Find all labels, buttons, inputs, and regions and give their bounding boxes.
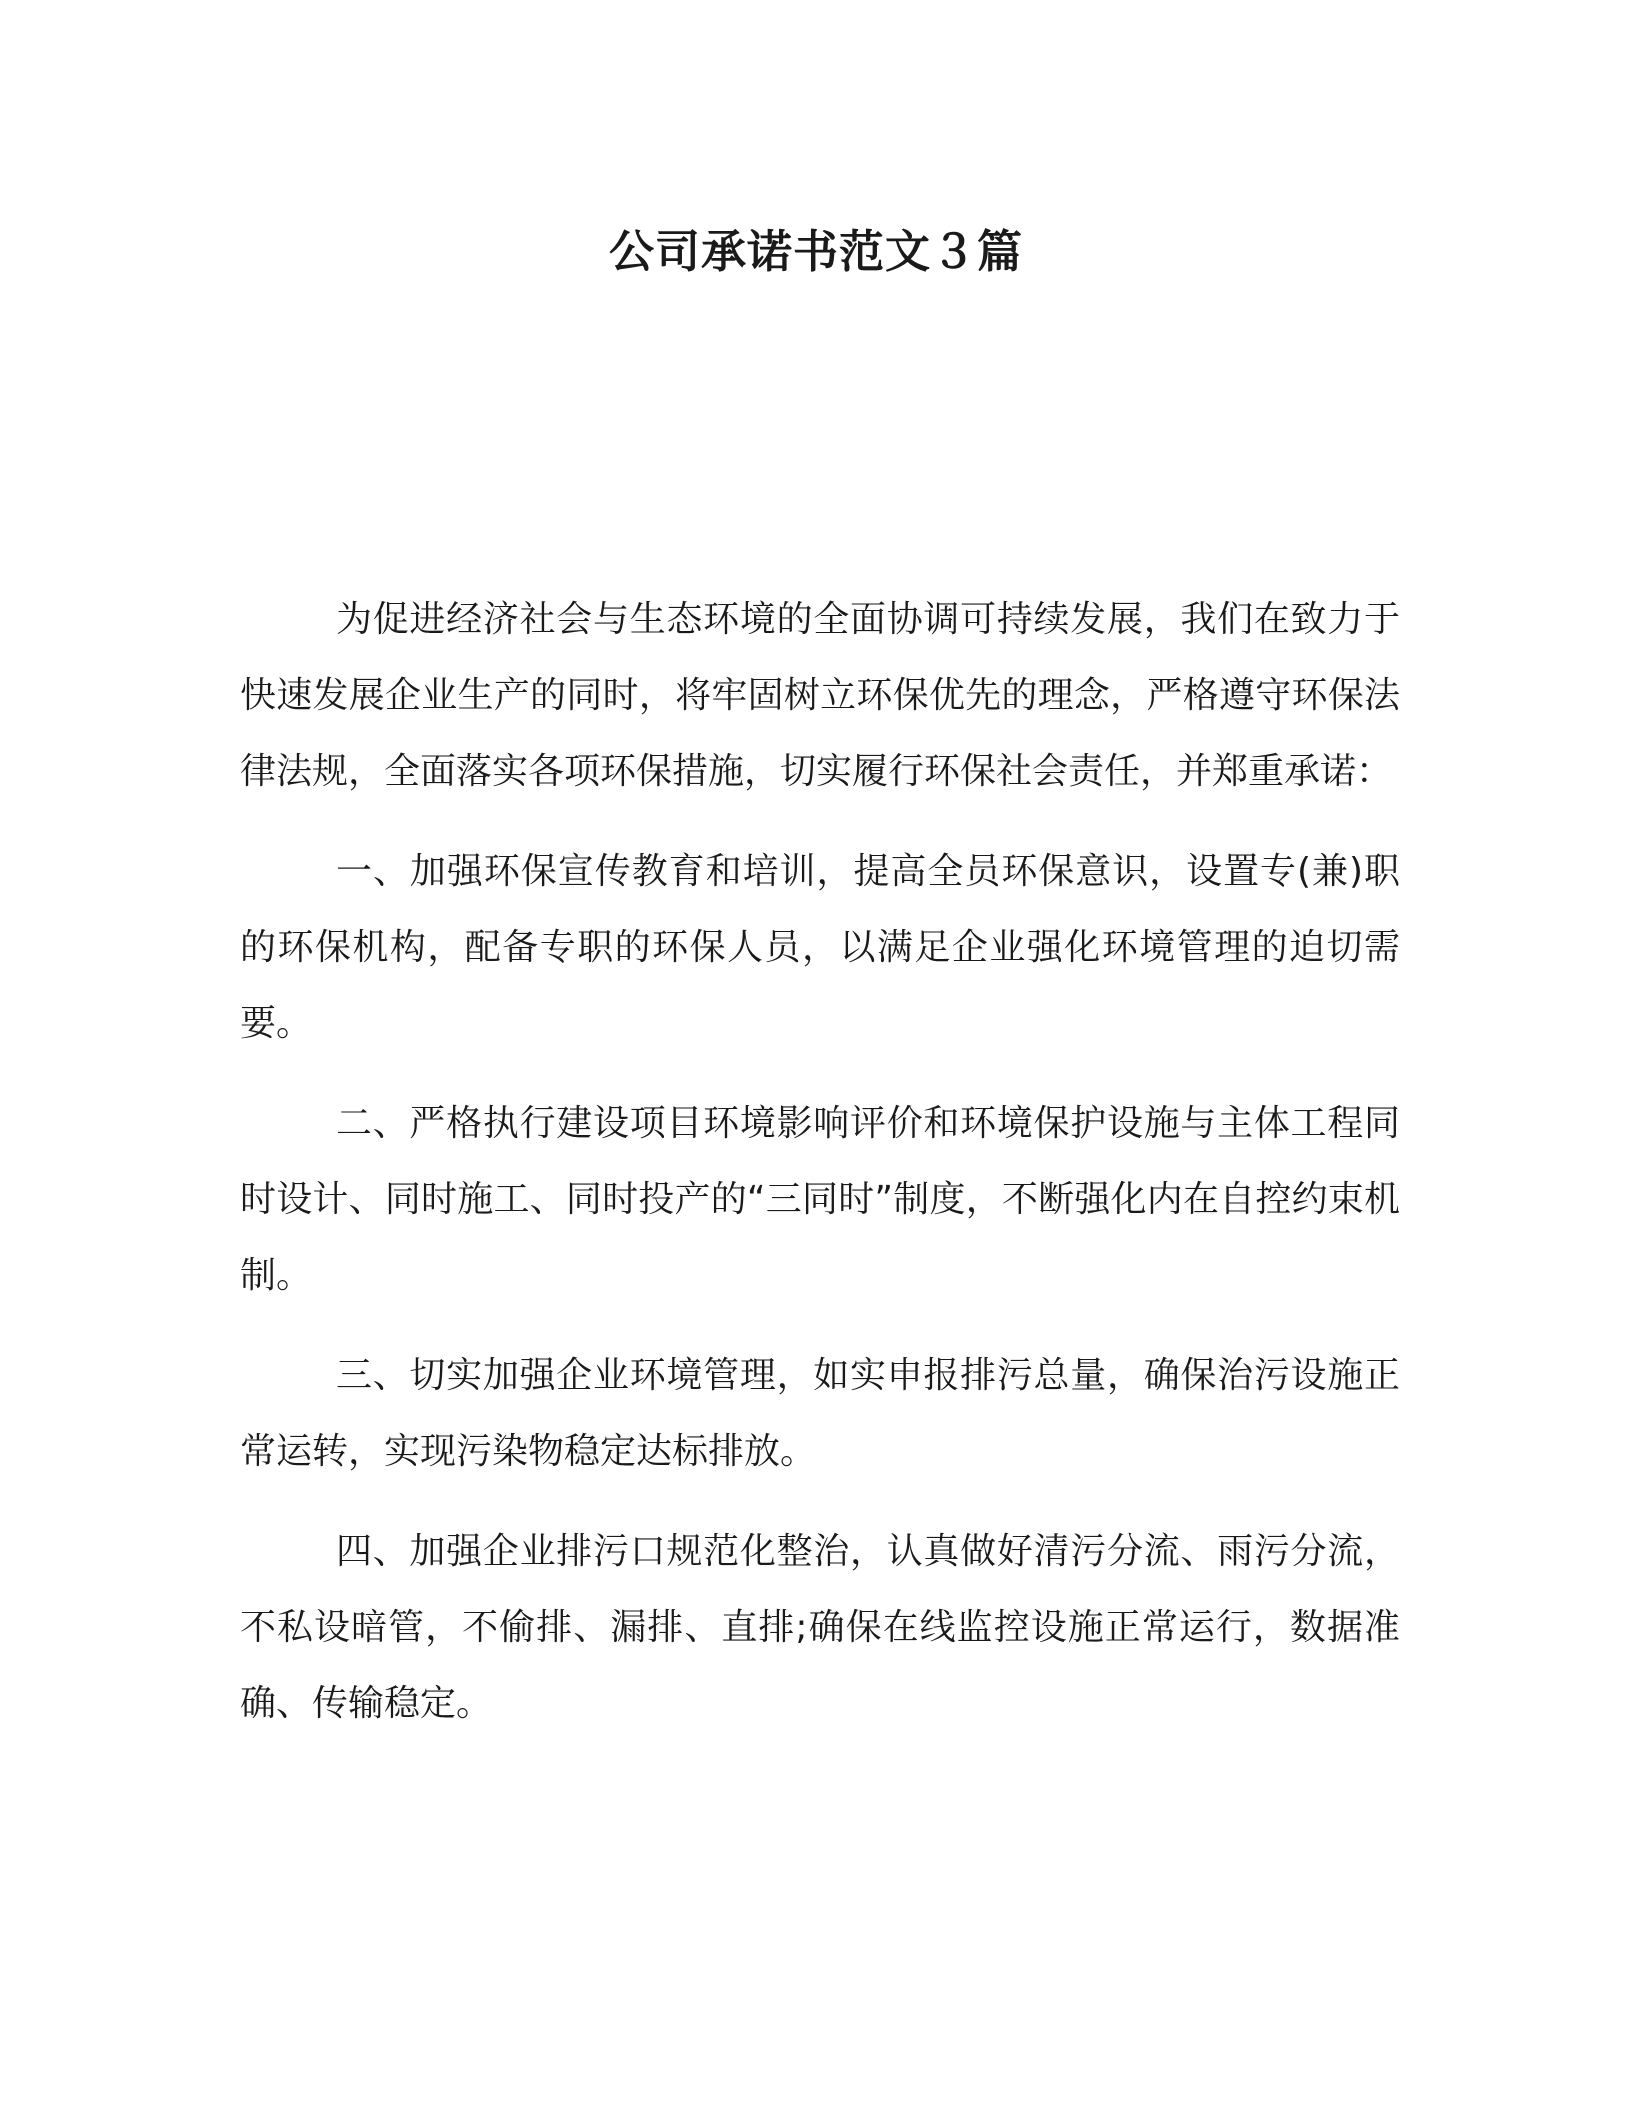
document-title: 公司承诺书范文３篇 — [608, 225, 1023, 278]
commitment-item-1: 一、加强环保宣传教育和培训，提高全员环保意识，设置专(兼)职的环保机构，配备专职的环保人员，以满足企业强化环境管理的迫切需要。 — [240, 851, 1400, 1044]
commitment-item-3: 三、切实加强企业环境管理，如实申报排污总量，确保治污设施正常运转，实现污染物稳定达标排放。 — [240, 1355, 1400, 1472]
document-body — [240, 582, 1400, 1766]
commitment-item-2: 二、严格执行建设项目环境影响评价和环境保护设施与主体工程同时设计、同时施工、同时投产的“三同时”制度，不断强化内在自控约束机制。 — [240, 1103, 1400, 1296]
commitment-item-4: 四、加强企业排污口规范化整治，认真做好清污分流、雨污分流，不私设暗管，不偷排、漏排、直排;确保在线监控设施正常运行，数据准确、传输稳定。 — [240, 1531, 1400, 1724]
intro-paragraph: 为促进经济社会与生态环境的全面协调可持续发展，我们在致力于快速发展企业生产的同时，将牢固树立环保优先的理念，严格遵守环保法律法规，全面落实各项环保措施，切实履行环保社会责任，并郑重承诺： — [240, 599, 1400, 792]
